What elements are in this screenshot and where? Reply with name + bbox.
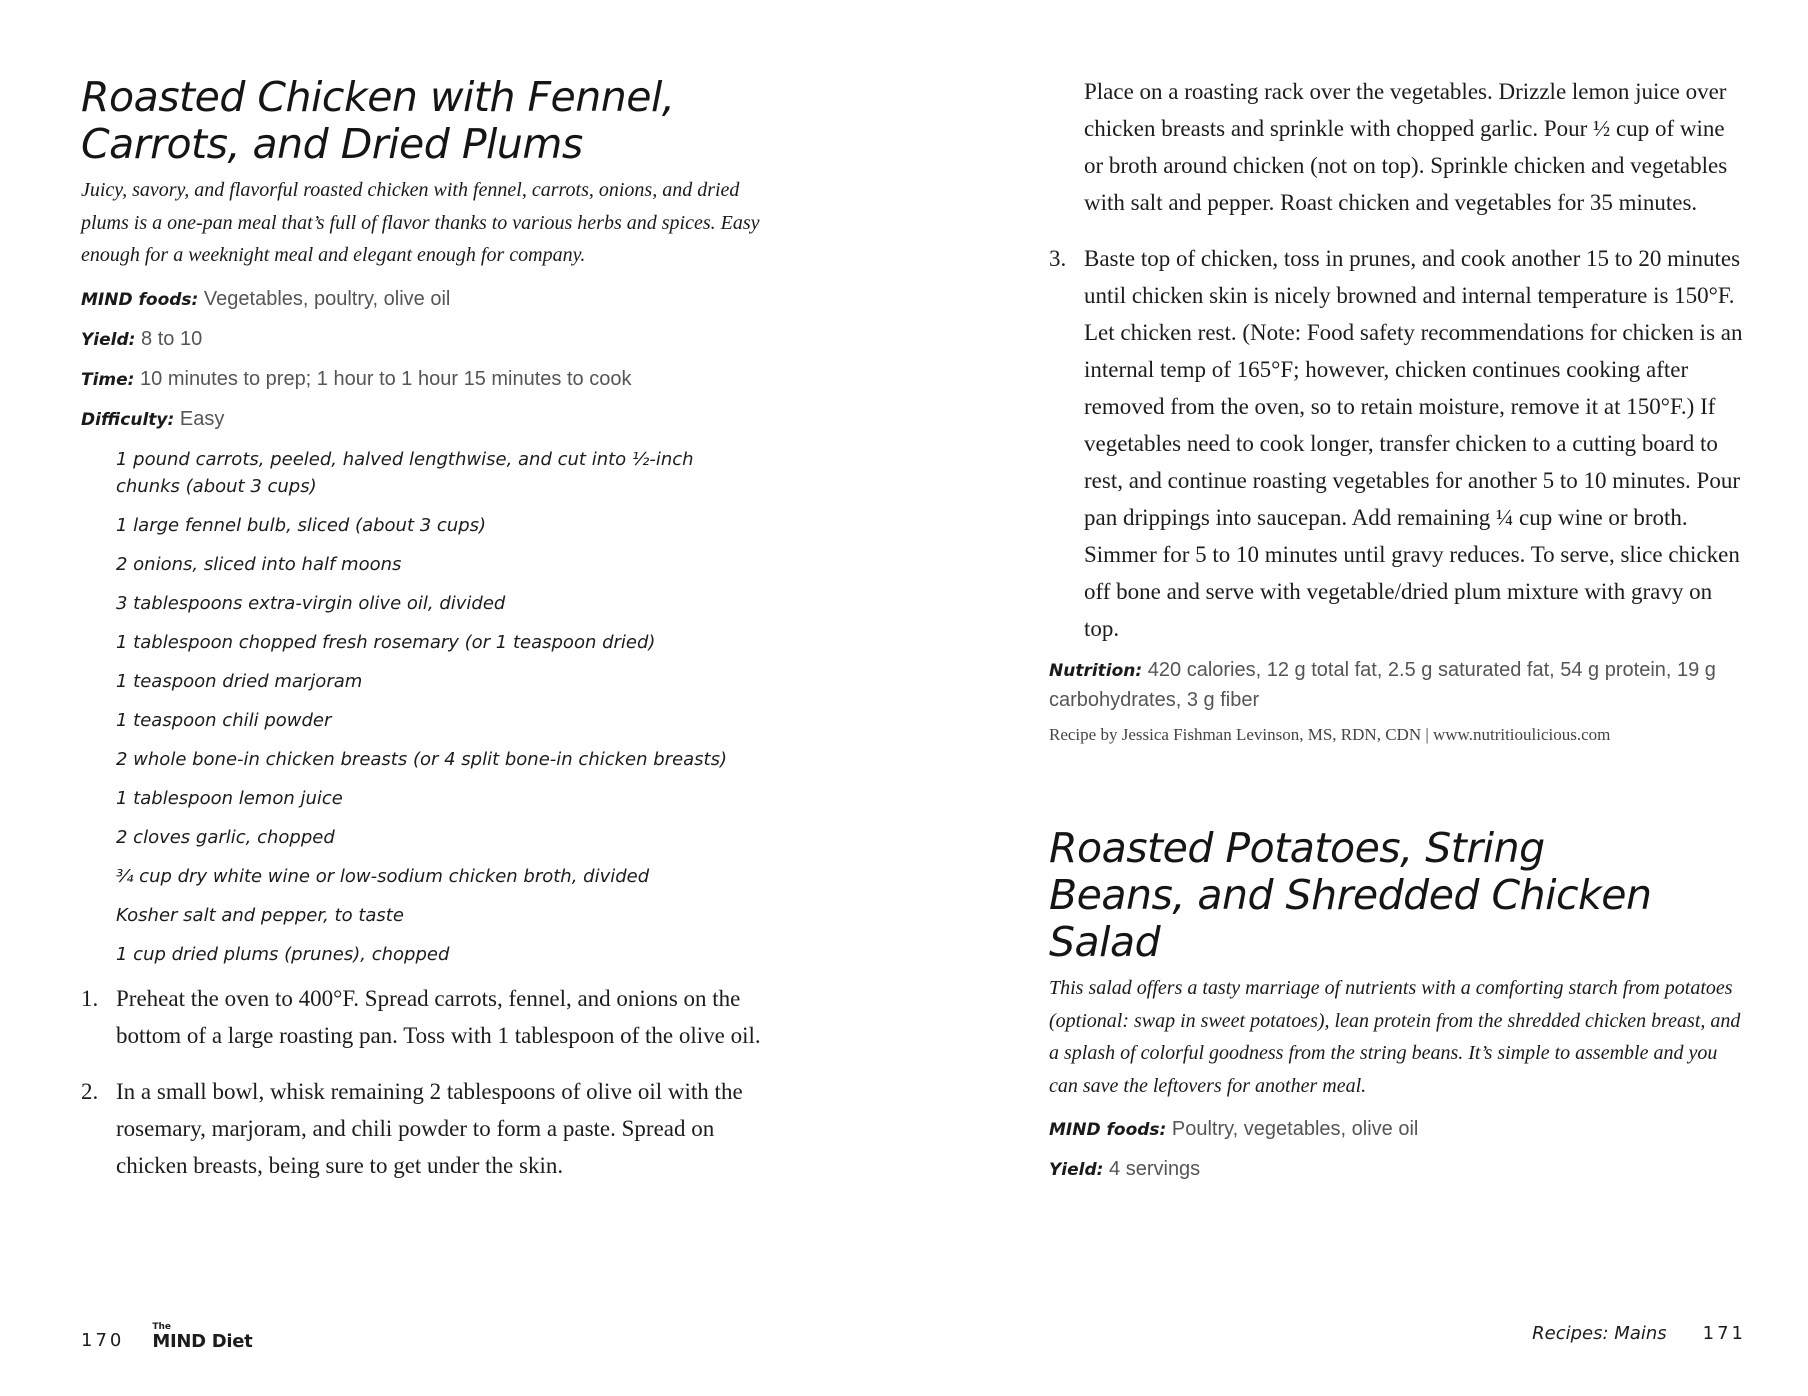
right-page	[1049, 0, 1749, 1190]
left-footer	[81, 1323, 252, 1351]
mind-foods-line	[1049, 1110, 1749, 1150]
page-number: 171	[1702, 1323, 1746, 1344]
time-label: Time:	[81, 369, 135, 390]
step-number: 2.	[81, 1078, 99, 1104]
yield-line	[1049, 1150, 1749, 1190]
difficulty-value: Easy	[179, 407, 225, 430]
recipe-credit: Recipe by Jessica Fishman Levinson, MS, RDN, CDN | www.nutritioulicious.com	[1049, 725, 1611, 744]
mind-foods-label: MIND foods:	[1049, 1120, 1167, 1140]
mind-foods-label: MIND foods:	[81, 289, 199, 310]
step-list	[81, 980, 781, 1184]
step-number: 3.	[1049, 246, 1067, 271]
step-number: 1.	[81, 985, 99, 1011]
ingredient-item: 2 onions, sliced into half moons	[116, 553, 402, 575]
step-continued-text: Place on a roasting rack over the vegetables. Drizzle lemon juice over chicken breasts and sprinkle with chopped garlic. Pour ½ cup of wine or broth around chicken (not on top). Sprinkle chicken and vegetables with salt and pepper. Roast chicken and vegetables for 35 minutes.	[1084, 79, 1728, 215]
section-name: Recipes: Mains	[1532, 1323, 1667, 1344]
ingredient-item: 3 tablespoons extra-virgin olive oil, divided	[116, 592, 506, 614]
recipe-title: Roasted Chicken with Fennel, Carrots, and Dried Plums	[81, 73, 675, 168]
book-title	[152, 1323, 252, 1351]
yield-line	[81, 320, 781, 360]
recipe-title: Roasted Potatoes, String Beans, and Shredded Chicken Salad	[1049, 824, 1652, 966]
mind-foods-line	[81, 280, 781, 320]
ingredient-item: Kosher salt and pepper, to taste	[116, 904, 404, 926]
ingredient-item: 1 teaspoon chili powder	[116, 709, 332, 731]
recipe-intro: Juicy, savory, and flavorful roasted chicken with fennel, carrots, onions, and dried plums is a one-pan meal that’s full of flavor thanks to various herbs and spices. Easy enough for a weeknight meal and elegant enough for company.	[81, 179, 760, 266]
book-title-main: MIND Diet	[152, 1331, 253, 1352]
ingredient-item: 1 pound carrots, peeled, halved lengthwise, and cut into ½-inch chunks (about 3 cups)	[116, 448, 694, 497]
step-text: In a small bowl, whisk remaining 2 tablespoons of olive oil with the rosemary, marjoram, and chili powder to form a paste. Spread on chicken breasts, being sure to get under the skin.	[116, 1078, 743, 1178]
yield-label: Yield:	[1049, 1160, 1104, 1180]
recipe-intro: This salad offers a tasty marriage of nutrients with a comforting starch from potatoes (optional: swap in sweet potatoes), lean protein from the shredded chicken breast, and a splash of colorful goodness from the string beans. It’s simple to assemble and you can save the leftovers for another meal.	[1049, 977, 1741, 1097]
ingredient-item: 2 whole bone-in chicken breasts (or 4 split bone-in chicken breasts)	[116, 748, 728, 770]
yield-label: Yield:	[81, 329, 136, 350]
step-text: Preheat the oven to 400°F. Spread carrots, fennel, and onions on the bottom of a large roasting pan. Toss with 1 tablespoon of the olive oil.	[116, 985, 761, 1048]
yield-value: 4 servings	[1109, 1158, 1201, 1180]
mind-foods-value: Poultry, vegetables, olive oil	[1171, 1118, 1419, 1140]
ingredient-item: 1 tablespoon chopped fresh rosemary (or 1 teaspoon dried)	[116, 631, 656, 653]
ingredient-item: 1 teaspoon dried marjoram	[116, 670, 363, 692]
book-title-prefix: The	[152, 1322, 172, 1332]
ingredient-item: 1 large fennel bulb, sliced (about 3 cups)	[116, 514, 487, 536]
ingredient-list	[116, 446, 746, 968]
nutrition-value: 420 calories, 12 g total fat, 2.5 g saturated fat, 54 g protein, 19 g carbohydrates, 3 g fiber	[1049, 659, 1716, 711]
mind-foods-value: Vegetables, poultry, olive oil	[203, 287, 451, 310]
right-footer	[1532, 1323, 1746, 1344]
step-item	[81, 980, 781, 1054]
left-page	[81, 0, 781, 1203]
step-item	[1049, 240, 1749, 647]
time-value: 10 minutes to prep; 1 hour to 1 hour 15 minutes to cook	[140, 367, 632, 390]
page-number: 170	[81, 1330, 125, 1351]
step-text: Baste top of chicken, toss in prunes, and cook another 15 to 20 minutes until chicken skin is nicely browned and internal temperature is 150°F. Let chicken rest. (Note: Food safety recommendations for chicken is an internal temp of 165°F; however, chicken continues cooking after removed from the oven, so to retain moisture, remove it at 150°F.) If vegetables need to cook longer, transfer chicken to a cutting board to rest, and continue roasting vegetables for another 5 to 10 minutes. Pour pan drippings into saucepan. Add remaining ¼ cup wine or broth. Simmer for 5 to 10 minutes until gravy reduces. To serve, slice chicken off bone and serve with vegetable/dried plum mixture with gravy on top.	[1084, 246, 1743, 641]
yield-value: 8 to 10	[141, 327, 203, 350]
ingredient-item: 2 cloves garlic, chopped	[116, 826, 335, 848]
difficulty-label: Difficulty:	[81, 409, 175, 430]
step-list	[1049, 240, 1749, 647]
step-item	[81, 1073, 781, 1184]
ingredient-item: 1 cup dried plums (prunes), chopped	[116, 943, 450, 965]
ingredient-item: 1 tablespoon lemon juice	[116, 787, 343, 809]
nutrition-line	[1049, 656, 1749, 715]
time-line	[81, 360, 781, 400]
ingredient-item: ¾ cup dry white wine or low-sodium chicken broth, divided	[116, 865, 650, 887]
difficulty-line	[81, 400, 781, 440]
nutrition-label: Nutrition:	[1049, 661, 1143, 681]
